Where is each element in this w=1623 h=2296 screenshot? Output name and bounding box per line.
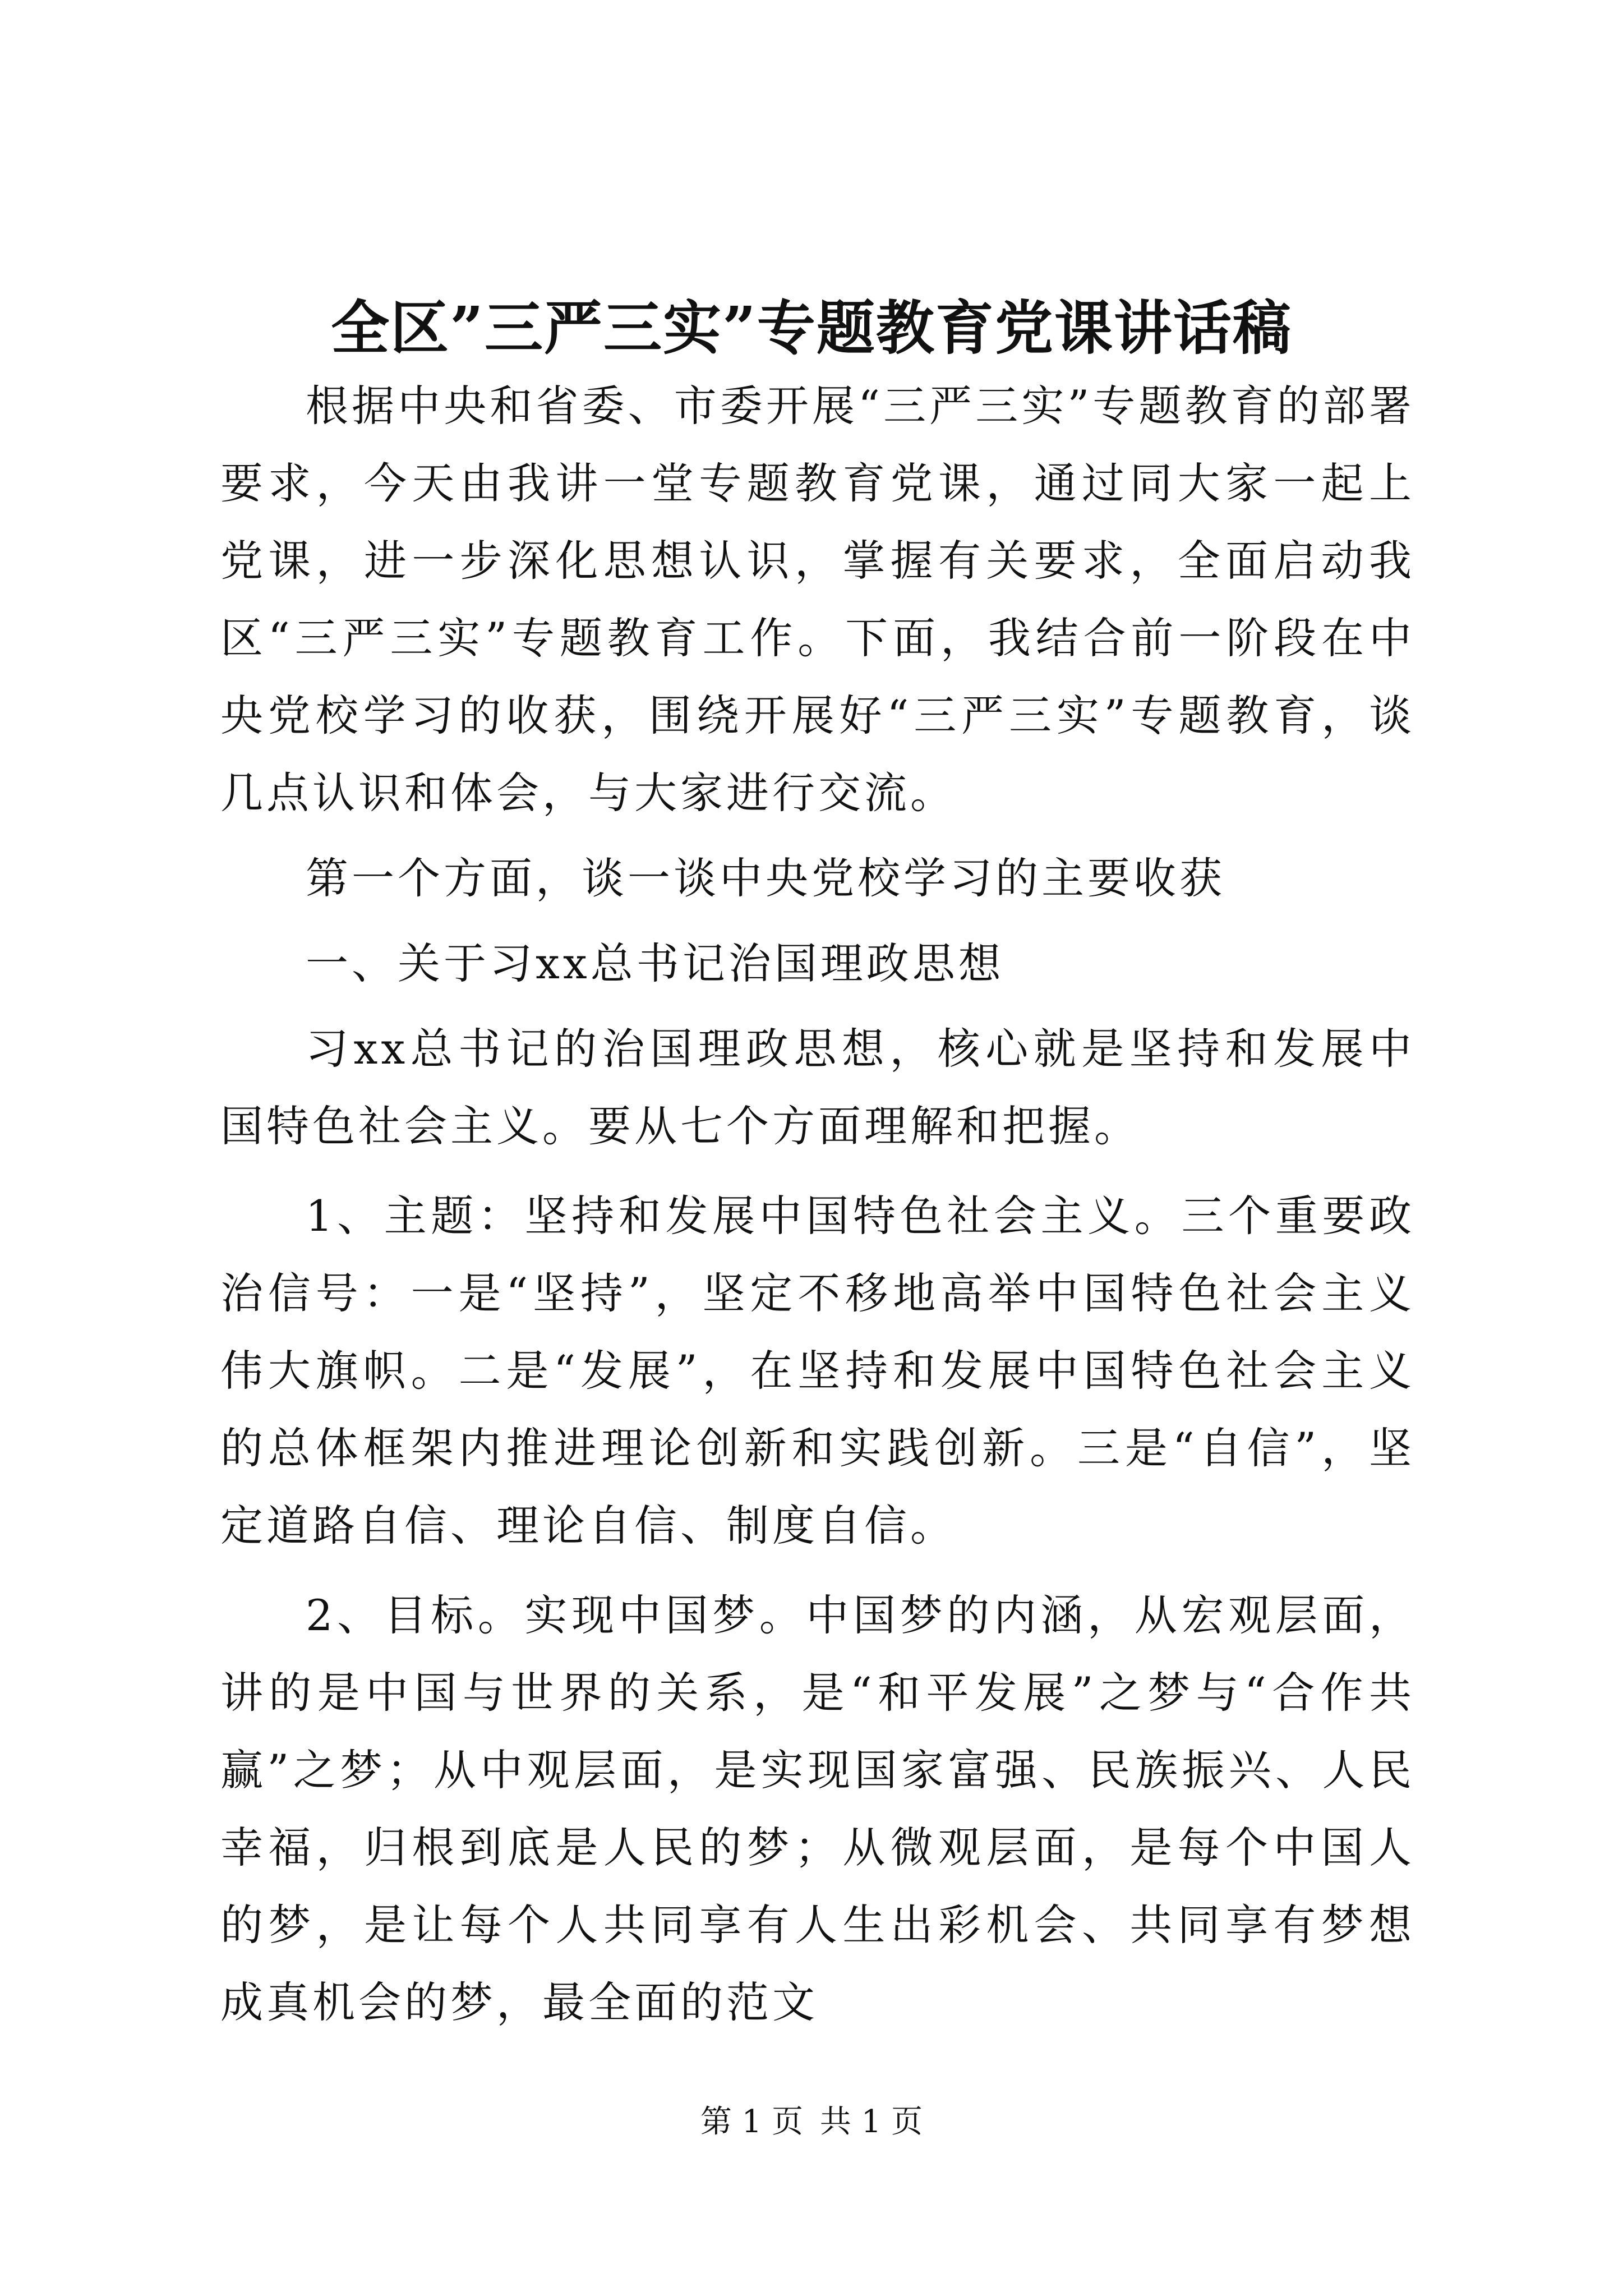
page-footer [0,2102,1623,2142]
page-number-total: 共 1 页 [819,2104,923,2140]
paragraph-point-1: 1、主题：坚持和发展中国特色社会主义。三个重要政治信号：一是“坚持”，坚定不移地高举中国特色社会主义伟大旗帜。二是“发展”，在坚持和发展中国特色社会主义的总体框架内推进理论创新和实践创新。三是“自信”，坚定道路自信、理论自信、制度自信。 [220,1191,1415,1550]
paragraph-section-heading: 第一个方面，谈一谈中央党校学习的主要收获 [306,853,1225,903]
page-number-current: 第 1 页 [700,2104,804,2140]
paragraph-intro: 根据中央和省委、市委开展“三严三实”专题教育的部署要求，今天由我讲一堂专题教育党课，通过同大家一起上党课，进一步深化思想认识，掌握有关要求，全面启动我区“三严三实”专题教育工作。下面，我结合前一阶段在中央党校学习的收获，围绕开展好“三严三实”专题教育，谈几点认识和体会，与大家进行交流。 [220,381,1415,818]
document-body [220,367,1415,2041]
paragraph-core-idea: 习xx总书记的治国理政思想，核心就是坚持和发展中国特色社会主义。要从七个方面理解和把握。 [220,1024,1415,1151]
paragraph-subheading: 一、关于习xx总书记治国理政思想 [306,938,1004,988]
paragraph-point-2: 2、目标。实现中国梦。中国梦的内涵，从宏观层面，讲的是中国与世界的关系，是“和平发展”之梦与“合作共赢”之梦；从中观层面，是实现国家富强、民族振兴、人民幸福，归根到底是人民的梦；从微观层面，是每个中国人的梦，是让每个人共同享有人生出彩机会、共同享有梦想成真机会的梦，最全面的范文 [220,1590,1415,2027]
document-title: 全区”三严三实”专题教育党课讲话稿 [331,293,1292,362]
